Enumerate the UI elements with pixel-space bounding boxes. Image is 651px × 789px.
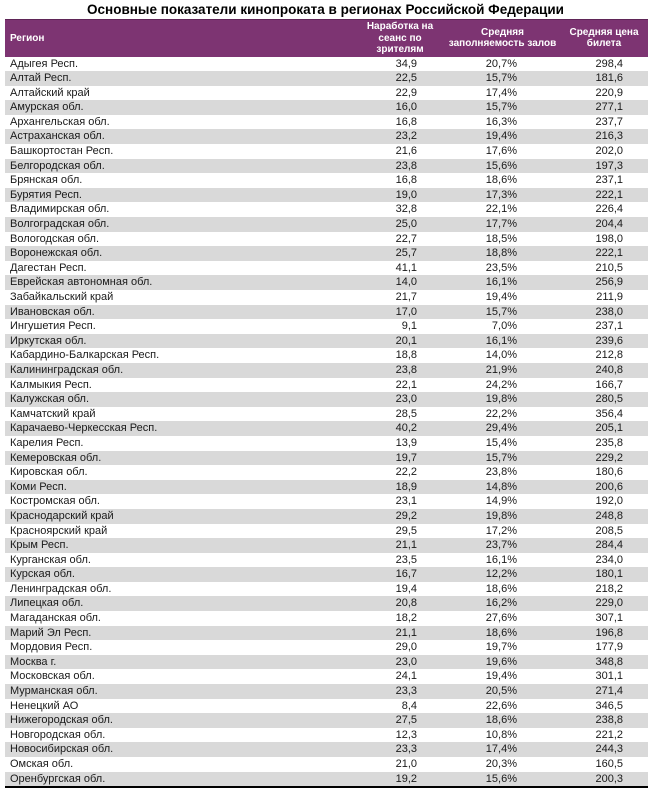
region-cell: Ивановская обл. [10,305,95,318]
region-cell: Брянская обл. [10,174,83,187]
column-header-attendance-per-session: Наработка на сеанс по зрителям [355,20,445,57]
occupancy-cell: 17,2% [485,524,517,537]
occupancy-cell: 10,8% [485,728,517,741]
table-row [5,436,648,451]
region-cell: Крым Респ. [10,539,69,552]
price-cell: 235,8 [595,436,623,449]
region-cell: Волгоградская обл. [10,218,110,231]
attendance-cell: 14,0 [395,276,417,289]
region-cell: Иркутская обл. [10,334,87,347]
price-cell: 196,8 [595,626,623,639]
table-row [5,626,648,641]
attendance-cell: 23,5 [395,553,417,566]
attendance-cell: 25,0 [395,218,417,231]
price-cell: 222,1 [595,247,623,260]
price-cell: 200,3 [595,772,623,785]
attendance-cell: 16,8 [395,174,417,187]
table-row [5,173,648,188]
attendance-cell: 29,5 [395,524,417,537]
table-row [5,742,648,757]
attendance-cell: 16,0 [395,101,417,114]
occupancy-cell: 14,8% [485,480,517,493]
table-row [5,728,648,743]
attendance-cell: 16,8 [395,115,417,128]
attendance-cell: 34,9 [395,57,417,70]
occupancy-cell: 17,6% [485,145,517,158]
attendance-cell: 22,2 [395,466,417,479]
attendance-cell: 21,6 [395,145,417,158]
price-cell: 208,5 [595,524,623,537]
cinema-indicators-table [5,19,648,788]
occupancy-cell: 16,2% [485,597,517,610]
occupancy-cell: 15,7% [485,451,517,464]
region-cell: Краснодарский край [10,509,114,522]
attendance-cell: 9,1 [401,320,417,333]
occupancy-cell: 22,1% [485,203,517,216]
table-row [5,348,648,363]
table-row [5,480,648,495]
table-row [5,378,648,393]
region-cell: Мордовия Респ. [10,641,93,654]
table-row [5,757,648,772]
price-cell: 239,6 [595,334,623,347]
occupancy-cell: 17,3% [485,188,517,201]
occupancy-cell: 17,7% [485,218,517,231]
attendance-cell: 28,5 [395,407,417,420]
price-cell: 202,0 [595,145,623,158]
price-cell: 181,6 [595,72,623,85]
table-row [5,596,648,611]
region-cell: Курская обл. [10,568,75,581]
attendance-cell: 19,2 [395,772,417,785]
table-row [5,71,648,86]
price-cell: 160,5 [595,758,623,770]
occupancy-cell: 19,6% [485,655,517,668]
attendance-cell: 27,5 [395,714,417,727]
price-cell: 204,4 [595,218,623,231]
attendance-cell: 29,2 [395,509,417,522]
table-row [5,772,648,788]
region-cell: Кемеровская обл. [10,451,102,464]
region-cell: Владимирская обл. [10,203,110,216]
region-cell: Московская обл. [10,670,95,683]
region-cell: Калужская обл. [10,393,90,406]
region-cell: Магаданская обл. [10,612,101,625]
region-cell: Кировская обл. [10,466,88,479]
price-cell: 200,6 [595,480,623,493]
occupancy-cell: 19,8% [485,393,517,406]
attendance-cell: 19,7 [395,451,417,464]
price-cell: 238,8 [595,714,623,727]
attendance-cell: 20,1 [395,334,417,347]
table-row [5,640,648,655]
page-title: Основные показатели кинопроката в регионах Российской Федерации [87,2,564,17]
table-row [5,246,648,261]
region-cell: Вологодская обл. [10,232,100,245]
attendance-cell: 29,0 [395,641,417,654]
column-header-region: Регион [5,20,355,57]
attendance-cell: 18,9 [395,480,417,493]
table-row [5,655,648,670]
region-cell: Костромская обл. [10,495,100,508]
table-row [5,582,648,597]
region-cell: Новгородская обл. [10,728,106,741]
table-row [5,159,648,174]
region-cell: Воронежская обл. [10,247,103,260]
occupancy-cell: 18,6% [485,174,517,187]
table-row [5,451,648,466]
occupancy-cell: 15,6% [485,772,517,785]
region-cell: Бурятия Респ. [10,188,82,201]
table-row [5,305,648,320]
occupancy-cell: 22,2% [485,407,517,420]
attendance-cell: 23,1 [395,495,417,508]
region-cell: Астраханская обл. [10,130,105,143]
table-row [5,57,648,72]
occupancy-cell: 19,4% [485,670,517,683]
attendance-cell: 22,9 [395,86,417,99]
occupancy-cell: 20,5% [485,685,517,698]
table-row [5,275,648,290]
table-row [5,188,648,203]
attendance-cell: 24,1 [395,670,417,683]
attendance-cell: 23,2 [395,130,417,143]
table-row [5,319,648,334]
table-row [5,144,648,159]
occupancy-cell: 16,3% [485,115,517,128]
region-cell: Забайкальский край [10,291,114,303]
region-cell: Нижегородская обл. [10,714,113,727]
occupancy-cell: 15,4% [485,436,517,449]
column-header-avg-occupancy: Средняя заполняемость залов [445,20,560,57]
table-row [5,202,648,217]
occupancy-cell: 15,7% [485,305,517,318]
table-row [5,465,648,480]
occupancy-cell: 18,6% [485,714,517,727]
table-row [5,509,648,524]
occupancy-cell: 18,5% [485,232,517,245]
region-cell: Красноярский край [10,524,108,537]
price-cell: 198,0 [595,232,623,245]
attendance-cell: 32,8 [395,203,417,216]
attendance-cell: 13,9 [395,436,417,449]
table-row [5,538,648,553]
price-cell: 280,5 [595,393,623,406]
occupancy-cell: 17,4% [485,86,517,99]
price-cell: 244,3 [595,743,623,756]
attendance-cell: 17,0 [395,305,417,318]
price-cell: 356,4 [595,407,623,420]
attendance-cell: 22,1 [395,378,417,391]
attendance-cell: 12,3 [395,728,417,741]
occupancy-cell: 16,1% [485,553,517,566]
occupancy-cell: 16,1% [485,334,517,347]
attendance-cell: 21,7 [395,291,417,303]
table-row [5,392,648,407]
occupancy-cell: 19,8% [485,509,517,522]
region-cell: Адыгея Респ. [10,57,79,70]
price-cell: 248,8 [595,509,623,522]
price-cell: 226,4 [595,203,623,216]
attendance-cell: 25,7 [395,247,417,260]
attendance-cell: 22,5 [395,72,417,85]
price-cell: 307,1 [595,612,623,625]
price-cell: 234,0 [595,553,623,566]
occupancy-cell: 16,1% [485,276,517,289]
table-row [5,86,648,101]
region-cell: Алтайский край [10,86,90,99]
region-cell: Камчатский край [10,407,96,420]
attendance-cell: 8,4 [401,699,417,712]
table-row [5,217,648,232]
price-cell: 229,0 [595,597,623,610]
occupancy-cell: 21,9% [485,363,517,376]
table-row [5,669,648,684]
occupancy-cell: 29,4% [485,422,517,435]
price-cell: 216,3 [595,130,623,143]
occupancy-cell: 15,7% [485,101,517,114]
region-cell: Коми Респ. [10,480,67,493]
table-row [5,261,648,276]
occupancy-cell: 14,9% [485,495,517,508]
attendance-cell: 23,3 [395,743,417,756]
region-cell: Еврейская автономная обл. [10,276,153,289]
price-cell: 277,1 [595,101,623,114]
price-cell: 166,7 [595,378,623,391]
price-cell: 222,1 [595,188,623,201]
price-cell: 271,4 [595,685,623,698]
occupancy-cell: 15,7% [485,72,517,85]
price-cell: 237,7 [595,115,623,128]
table-body [5,57,648,788]
attendance-cell: 40,2 [395,422,417,435]
attendance-cell: 23,3 [395,685,417,698]
region-cell: Калининградская обл. [10,363,124,376]
price-cell: 211,9 [596,291,623,303]
price-cell: 284,4 [595,539,623,552]
price-cell: 218,2 [595,582,623,595]
table-row [5,699,648,714]
occupancy-cell: 18,8% [485,247,517,260]
occupancy-cell: 23,7% [485,539,517,552]
price-cell: 229,2 [595,451,623,464]
attendance-cell: 23,0 [395,393,417,406]
region-cell: Архангельская обл. [10,115,110,128]
attendance-cell: 20,8 [395,597,417,610]
price-cell: 180,1 [595,568,623,581]
region-cell: Ненецкий АО [10,699,79,712]
price-cell: 346,5 [595,699,623,712]
attendance-cell: 19,4 [395,582,417,595]
occupancy-cell: 18,6% [485,582,517,595]
region-cell: Москва г. [10,655,57,668]
table-row [5,684,648,699]
region-cell: Алтай Респ. [10,72,72,85]
occupancy-cell: 24,2% [485,378,517,391]
attendance-cell: 21,0 [395,758,417,770]
price-cell: 256,9 [595,276,623,289]
region-cell: Липецкая обл. [10,597,84,610]
table-row [5,494,648,509]
table-row [5,713,648,728]
region-cell: Карачаево-Черкесская Респ. [10,422,158,435]
attendance-cell: 18,2 [395,612,417,625]
occupancy-cell: 19,4% [485,130,517,143]
table-row [5,100,648,115]
region-cell: Дагестан Респ. [10,261,87,274]
region-cell: Ленинградская обл. [10,582,112,595]
price-cell: 180,6 [595,466,623,479]
table-row [5,290,648,305]
table-row [5,524,648,539]
attendance-cell: 22,7 [395,232,417,245]
price-cell: 220,9 [595,86,623,99]
occupancy-cell: 23,5% [485,261,517,274]
occupancy-cell: 19,7% [485,641,517,654]
price-cell: 240,8 [595,363,623,376]
attendance-cell: 23,0 [395,655,417,668]
attendance-cell: 21,1 [395,539,417,552]
occupancy-cell: 17,4% [485,743,517,756]
column-header-avg-ticket-price: Средняя цена билета [560,20,648,57]
attendance-cell: 41,1 [395,261,417,274]
occupancy-cell: 20,3% [485,758,517,770]
attendance-cell: 23,8 [395,363,417,376]
region-cell: Башкортостан Респ. [10,145,114,158]
region-cell: Мурманская обл. [10,685,98,698]
region-cell: Белгородская обл. [10,159,105,172]
price-cell: 238,0 [595,305,623,318]
price-cell: 301,1 [595,670,623,683]
table-row [5,553,648,568]
attendance-cell: 21,1 [395,626,417,639]
occupancy-cell: 23,8% [485,466,517,479]
attendance-cell: 23,8 [395,159,417,172]
price-cell: 205,1 [595,422,623,435]
occupancy-cell: 20,7% [485,57,517,70]
table-row [5,421,648,436]
price-cell: 192,0 [595,495,623,508]
region-cell: Новосибирская обл. [10,743,114,756]
attendance-cell: 19,0 [395,188,417,201]
region-cell: Оренбургская обл. [10,772,106,785]
occupancy-cell: 7,0% [491,320,517,333]
price-cell: 237,1 [595,174,623,187]
region-cell: Калмыкия Респ. [10,378,92,391]
occupancy-cell: 19,4% [485,291,517,303]
table-row [5,129,648,144]
table-row [5,407,648,422]
header-row [5,20,648,57]
occupancy-cell: 27,6% [485,612,517,625]
price-cell: 212,8 [595,349,623,362]
table-row [5,115,648,130]
price-cell: 221,2 [595,728,623,741]
region-cell: Омская обл. [10,758,74,770]
price-cell: 210,5 [595,261,623,274]
price-cell: 177,9 [595,641,623,654]
region-cell: Курганская обл. [10,553,91,566]
table-row [5,334,648,349]
region-cell: Ингушетия Респ. [10,320,96,333]
region-cell: Марий Эл Респ. [10,626,92,639]
occupancy-cell: 14,0% [485,349,517,362]
region-cell: Кабардино-Балкарская Респ. [10,349,160,362]
region-cell: Карелия Респ. [10,436,84,449]
table-row [5,363,648,378]
price-cell: 348,8 [595,655,623,668]
occupancy-cell: 18,6% [485,626,517,639]
price-cell: 298,4 [595,57,623,70]
attendance-cell: 16,7 [395,568,417,581]
table-row [5,567,648,582]
table-row [5,232,648,247]
table-row [5,611,648,626]
occupancy-cell: 22,6% [485,699,517,712]
price-cell: 237,1 [595,320,623,333]
price-cell: 197,3 [595,159,623,172]
occupancy-cell: 12,2% [485,568,517,581]
occupancy-cell: 15,6% [485,159,517,172]
attendance-cell: 18,8 [395,349,417,362]
region-cell: Амурская обл. [10,101,84,114]
